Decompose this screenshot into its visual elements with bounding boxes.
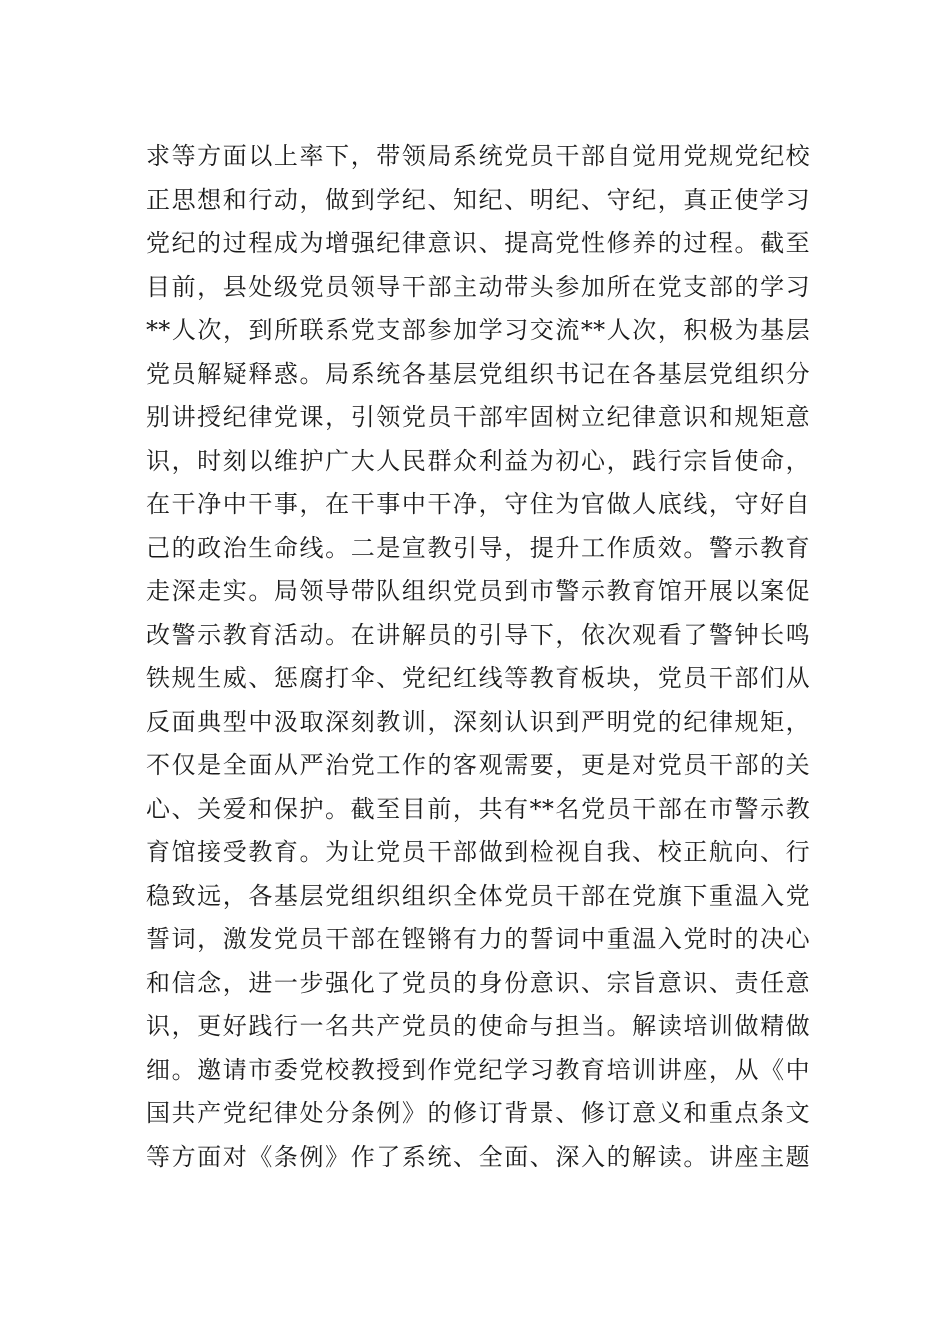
text-line: 改警示教育活动。在讲解员的引导下，依次观看了警钟长鸣 <box>146 620 810 649</box>
text-line: 己的政治生命线。二是宣教引导，提升工作质效。警示教育 <box>146 533 810 562</box>
text-line: **人次，到所联系党支部参加学习交流**人次，积极为基层 <box>146 316 810 344</box>
text-line: 在干净中干事，在干事中干净，守住为官做人底线，守好自 <box>146 490 810 518</box>
text-line: 党纪的过程成为增强纪律意识、提高党性修养的过程。截至 <box>146 229 810 257</box>
text-line: 求等方面以上率下，带领局系统党员干部自觉用党规党纪校 <box>146 142 810 170</box>
text-line: 识，更好践行一名共产党员的使命与担当。解读培训做精做 <box>146 1012 810 1040</box>
body-text <box>146 135 810 1179</box>
text-line: 和信念，进一步强化了党员的身份意识、宗旨意识、责任意 <box>146 968 810 997</box>
text-line: 走深走实。局领导带队组织党员到市警示教育馆开展以案促 <box>146 577 810 605</box>
text-line: 正思想和行动，做到学纪、知纪、明纪、守纪，真正使学习 <box>146 185 810 214</box>
text-line: 等方面对《条例》作了系统、全面、深入的解读。讲座主题 <box>146 1142 810 1171</box>
text-line: 誓词，激发党员干部在铿锵有力的誓词中重温入党时的决心 <box>146 925 810 953</box>
text-line: 不仅是全面从严治党工作的客观需要，更是对党员干部的关 <box>146 751 810 779</box>
text-line: 国共产党纪律处分条例》的修订背景、修订意义和重点条文 <box>146 1099 810 1127</box>
text-line: 育馆接受教育。为让党员干部做到检视自我、校正航向、行 <box>146 838 810 866</box>
text-line: 心、关爱和保护。截至目前，共有**名党员干部在市警示教 <box>146 794 810 823</box>
text-line: 稳致远，各基层党组织组织全体党员干部在党旗下重温入党 <box>146 881 810 910</box>
text-line: 目前，县处级党员领导干部主动带头参加所在党支部的学习 <box>146 272 810 301</box>
text-line: 反面典型中汲取深刻教训，深刻认识到严明党的纪律规矩， <box>146 707 810 736</box>
text-line: 细。邀请市委党校教授到作党纪学习教育培训讲座，从《中 <box>146 1055 810 1084</box>
text-line: 别讲授纪律党课，引领党员干部牢固树立纪律意识和规矩意 <box>146 403 810 431</box>
text-line: 党员解疑释惑。局系统各基层党组织书记在各基层党组织分 <box>146 359 810 388</box>
text-line: 识，时刻以维护广大人民群众利益为初心，践行宗旨使命， <box>146 446 810 475</box>
text-line: 铁规生威、惩腐打伞、党纪红线等教育板块，党员干部们从 <box>146 664 810 692</box>
